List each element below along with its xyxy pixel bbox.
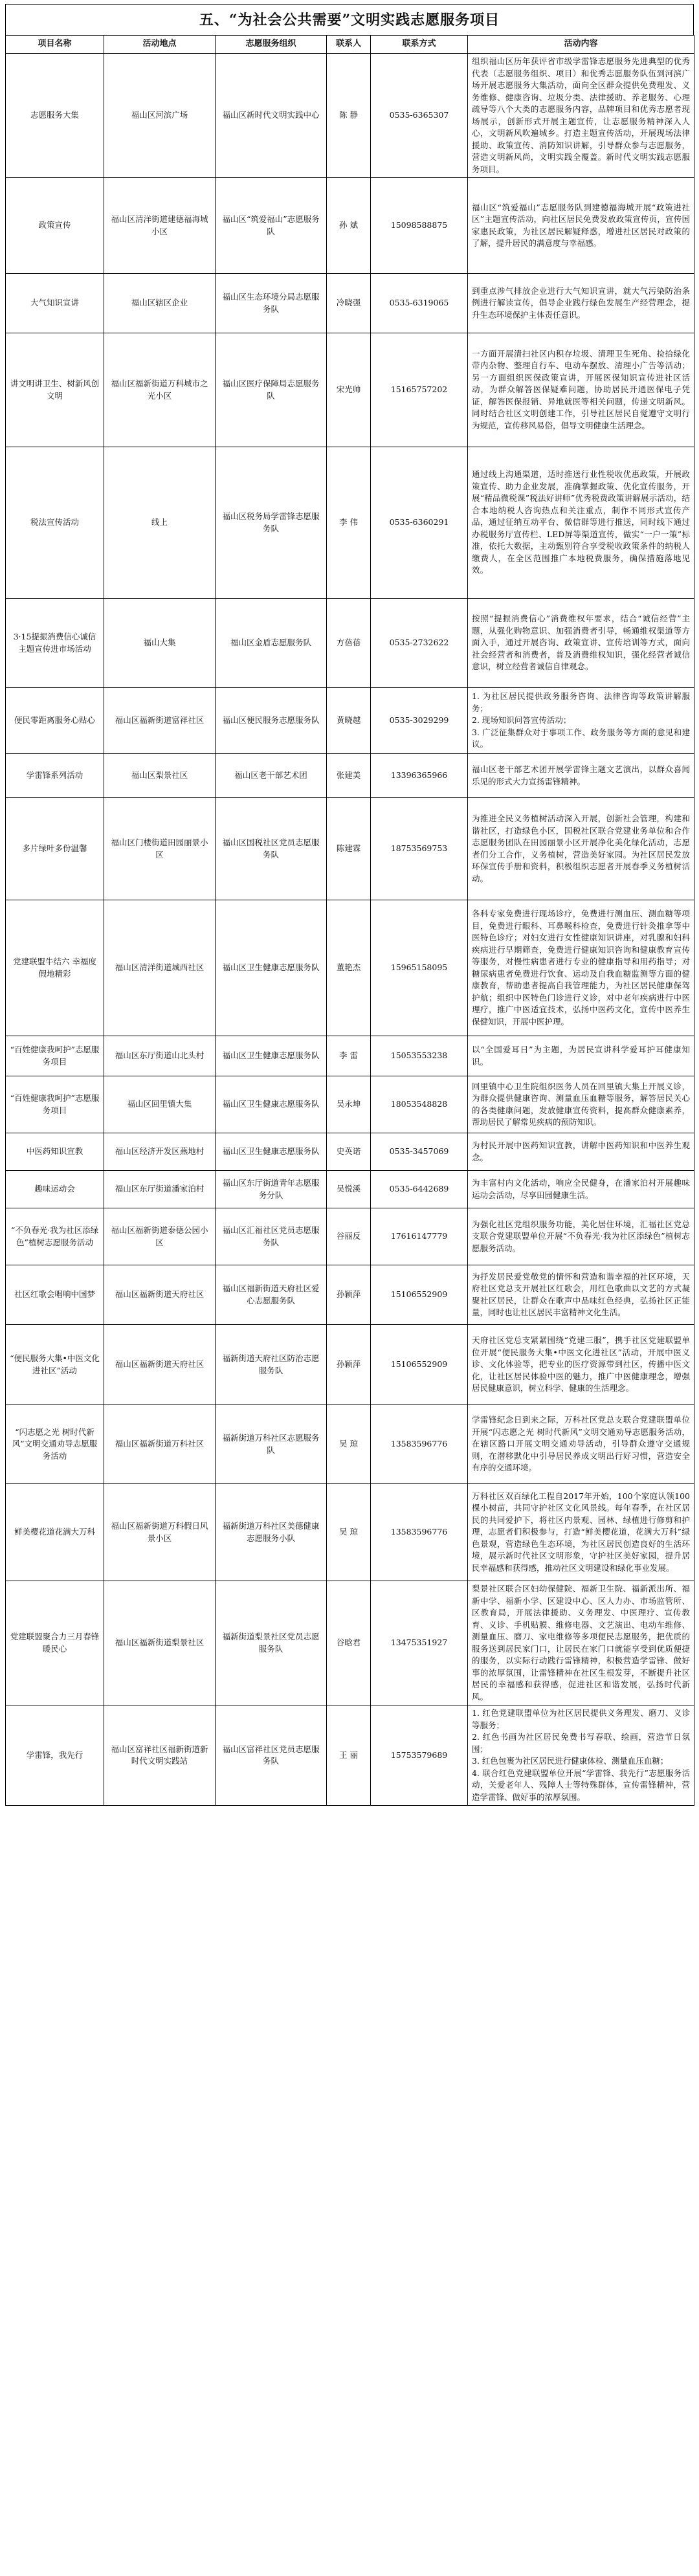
phone-cell: 15053553238: [371, 1036, 468, 1076]
contact-cell: 张建美: [327, 754, 371, 798]
phone-cell: 15753579689: [371, 1705, 468, 1806]
content-cell: 一方面开展清扫社区内积存垃圾、清理卫生死角、捡拾绿化带内杂物、整理自行车、电动车摆放、清理小广告等活动；另一方面组织医保政策宣讲，开展医保知识宣传进社区活动，为群众解答医保疑难问题，协助居民开通医保电子凭证，解答医保报销、异地就医等相关问题，传递文明新风。同时结合社区文明创建工作，引导社区居民自觉遵守文明行为规范，宣传移风易俗，倡导文明健康生活理念。: [468, 333, 694, 447]
contact-cell: 吴 琼: [327, 1405, 371, 1484]
place-cell: 福山区福新街道天府社区: [104, 1265, 216, 1325]
org-cell: 福山区税务局学雷锋志愿服务队: [216, 447, 327, 599]
header-content: 活动内容: [468, 36, 694, 54]
phone-cell: 13583596776: [371, 1484, 468, 1581]
project-name-cell: 多片绿叶多份温馨: [6, 798, 104, 900]
place-cell: 福山区富祥社区福新街道新时代文明实践站: [104, 1705, 216, 1806]
org-cell: 福山区卫生健康志愿服务队: [216, 1133, 327, 1171]
project-name-cell: “百姓健康我呵护”志愿服务项目: [6, 1076, 104, 1133]
header-project-name: 项目名称: [6, 36, 104, 54]
org-cell: 福山区东厅街道青年志愿服务分队: [216, 1171, 327, 1208]
content-cell: 1. 红色党建联盟单位为社区居民提供义务理发、磨刀、义诊等服务； 2. 红色书画为社区居民免费书写春联、绘画，营造节日氛围； 3. 红色包裹为社区居民进行健康体检、测量血压血糖； 4. 联合红色党建联盟单位开展“学雷锋、我先行”志愿服务活动，关爱老年人、残障人士等特殊群体，宣传雷锋精神，营造学雷锋、做好事的浓厚氛围。: [468, 1705, 694, 1806]
header-org: 志愿服务组织: [216, 36, 327, 54]
place-cell: 福山区福新街道富祥社区: [104, 688, 216, 754]
phone-cell: 15106552909: [371, 1325, 468, 1405]
contact-cell: 孙颖萍: [327, 1265, 371, 1325]
phone-cell: 0535-6442689: [371, 1171, 468, 1208]
content-cell: 按照“提振消费信心”消费维权年要求，结合“诚信经营”主题，从强化购物意识、加强消费者引导，畅通维权渠道等方面入手，通过开展咨询、政策宣讲、宣传培训等方式，面向社会经营者和消费者，普及消费维权知识，强化经营者诚信意识，树立经营者诚信自律观念。: [468, 599, 694, 688]
place-cell: 福山区梨景社区: [104, 754, 216, 798]
project-name-cell: 学雷锋，我先行: [6, 1705, 104, 1806]
project-name-cell: 志愿服务大集: [6, 54, 104, 178]
header-place: 活动地点: [104, 36, 216, 54]
table-row: [6, 333, 694, 447]
org-cell: 福新街道天府社区防治志愿服务队: [216, 1325, 327, 1405]
table-row: [6, 798, 694, 900]
content-cell: 为推进全民义务植树活动深入开展，创新社会管理，构建和谐社区，打造绿色小区，国税社区联合党建业务单位和合作志愿服务团队在田园丽景小区开展净化美化绿化活动，志愿者们分工合作，义务植树，营造美好家园。为社区居民发放环保宣传手册和资料，积极组织志愿者开展春季义务植树活动。: [468, 798, 694, 900]
project-name-cell: “便民服务大集•中医文化进社区”活动: [6, 1325, 104, 1405]
org-cell: 福山区医疗保障局志愿服务队: [216, 333, 327, 447]
contact-cell: 吴悦溪: [327, 1171, 371, 1208]
phone-cell: 13583596776: [371, 1405, 468, 1484]
project-name-cell: 学雷锋系列活动: [6, 754, 104, 798]
table-row: [6, 1484, 694, 1581]
org-cell: 福山区国税社区党员志愿服务队: [216, 798, 327, 900]
contact-cell: 陈 静: [327, 54, 371, 178]
content-cell: 福山区老干部艺术团开展学雷锋主题文艺演出，以群众喜闻乐见的形式大力宣扬雷锋精神。: [468, 754, 694, 798]
phone-cell: 13396365966: [371, 754, 468, 798]
project-name-cell: 政策宣传: [6, 178, 104, 274]
place-cell: 福山区清洋街道城西社区: [104, 900, 216, 1036]
project-name-cell: 大气知识宣讲: [6, 274, 104, 333]
phone-cell: 0535-3457069: [371, 1133, 468, 1171]
place-cell: 福山区经济开发区燕地村: [104, 1133, 216, 1171]
contact-cell: 谷丽反: [327, 1208, 371, 1265]
contact-cell: 李 伟: [327, 447, 371, 599]
org-cell: 福山区福新街道天府社区爱心志愿服务队: [216, 1265, 327, 1325]
content-cell: 为强化社区党组织服务功能，美化居住环境，汇福社区党总支联合党建联盟单位开展“不负春光·我为社区添绿色”植树志愿服务活动。: [468, 1208, 694, 1265]
table-header-row: [6, 36, 694, 54]
phone-cell: 13475351927: [371, 1581, 468, 1705]
contact-cell: 孙颖萍: [327, 1325, 371, 1405]
org-cell: 福新街道梨景社区党员志愿服务队: [216, 1581, 327, 1705]
phone-cell: 15098588875: [371, 178, 468, 274]
contact-cell: 陈建霖: [327, 798, 371, 900]
project-table: [5, 35, 694, 1806]
place-cell: 福山区福新街道万科城市之光小区: [104, 333, 216, 447]
table-row: [6, 447, 694, 599]
phone-cell: 0535-3029299: [371, 688, 468, 754]
project-name-cell: 党建联盟聚合力三月春锋暖民心: [6, 1581, 104, 1705]
contact-cell: 孙 斌: [327, 178, 371, 274]
project-name-cell: 党建联盟牛结六 幸福度假地精彩: [6, 900, 104, 1036]
place-cell: 福山区门楼街道田园丽景小区: [104, 798, 216, 900]
table-row: [6, 54, 694, 178]
place-cell: 福山区福新街道万科社区: [104, 1405, 216, 1484]
content-cell: 各科专家免费进行现场诊疗，免费进行测血压、测血糖等项目，免费进行眼科、耳鼻喉科检查，免费进行针灸推拿等中医特色诊疗；对妇女进行女性健康知识讲座，对乳腺和妇科疾病进行早期筛查，免费进行健康知识咨询和健康教育宣传等服务，对慢性病患者进行专业的健康指导和用药指导；对糖尿病患者免费进行饮食、运动及自我血糖监测等方面的健康教育，帮助患者提高自我管理能力，为社区居民健康保驾护航；组织中医特色门诊进行义诊，对中老年疾病进行中医理疗，推广中医适宜技术，弘扬中医药文化，宣传中医养生保健知识，开展中医护理。: [468, 900, 694, 1036]
org-cell: 福山区“筑爱福山”志愿服务队: [216, 178, 327, 274]
org-cell: 福山区卫生健康志愿服务队: [216, 1076, 327, 1133]
phone-cell: 15106552909: [371, 1265, 468, 1325]
contact-cell: 黄晓越: [327, 688, 371, 754]
phone-cell: 0535-6365307: [371, 54, 468, 178]
contact-cell: 方蓓蓓: [327, 599, 371, 688]
place-cell: 福山区福新街道梨景社区: [104, 1581, 216, 1705]
org-cell: 福新街道万科社区美德健康志愿服务小队: [216, 1484, 327, 1581]
phone-cell: 17616147779: [371, 1208, 468, 1265]
table-row: [6, 1265, 694, 1325]
table-row: [6, 1208, 694, 1265]
phone-cell: 0535-6360291: [371, 447, 468, 599]
content-cell: 通过线上沟通渠道，适时推送行业性税收优惠政策，开展政策宣传、助力企业发展，准确掌握政策、优化宣传服务，开展“精品微税课”税法好讲师”优秀税费政策讲解展示活动，结合本地纳税人咨询热点和关注重点，制作不同形式宣传产品，通过征纳互动平台、微信群等进行推送，同时线下通过办税服务厅宣传栏、LED屏等渠道宣传，做实“一户一策”标准，依托大数据，主动甄别符合享受税收政策条件的纳税人缴费人，在全区范围推广本地税费服务，确保措施落地见效。: [468, 447, 694, 599]
org-cell: 福山区汇福社区党员志愿服务队: [216, 1208, 327, 1265]
phone-cell: 18053548828: [371, 1076, 468, 1133]
table-row: [6, 1036, 694, 1076]
table-row: [6, 688, 694, 754]
contact-cell: 吴 琼: [327, 1484, 371, 1581]
org-cell: 福山区生态环境分局志愿服务队: [216, 274, 327, 333]
project-name-cell: “闪志愿之光 树时代新风”文明交通劝导志愿服务活动: [6, 1405, 104, 1484]
place-cell: 福山区河滨广场: [104, 54, 216, 178]
phone-cell: 18753569753: [371, 798, 468, 900]
content-cell: 回里镇中心卫生院组织医务人员在回里镇大集上开展义诊，为群众提供健康咨询、测量血压血糖等服务，解答居民关心的各类健康问题，发放健康宣传资料，提高群众健康素养，帮助居民了解常见疾病的预防知识。: [468, 1076, 694, 1133]
table-row: [6, 599, 694, 688]
content-cell: 梨景社区联合区妇幼保健院、福新卫生院、福新派出所、福新中学、福新小学、区建设中心、区人力办、市场监管所、区教育局，开展法律援助、义务理发、中医理疗、宣传教育、义诊、手机贴膜、维修电器、文艺演出、电动车维修、测量血压、磨刀、家电维修等多项便民志愿服务，把优质的服务送到居民家门口，让居民在家门口就能享受到优质便捷的服务，以实际行动践行雷锋精神，积极营造学雷锋、做好事的浓厚氛围，让雷锋精神在社区生根发芽，不断提升社区居民的幸福感和获得感，促进社区和谐发展，弘扬时代新风。: [468, 1581, 694, 1705]
content-cell: 为丰富村内文化活动，响应全民健身，在潘家泊村开展趣味运动会活动，尽享田园健康生活。: [468, 1171, 694, 1208]
content-cell: 组织福山区历年获评省市级学雷锋志愿服务先进典型的优秀代表（志愿服务组织、项目）和优秀志愿服务队伍到河滨广场开展志愿服务大集活动，面向全区群众提供免费理发、义务维修、健康咨询、垃圾分类、法律援助、养老服务、心理疏导等八个大类的志愿服务内容，品牌项目和优秀志愿者现场展示，创新形式开展主题宣传，让志愿服务精神深入人心，文明新风吹遍城乡。打造主题宣传活动，开展现场法律援助、政策宣传、消防知识讲解，引导群众参与志愿服务，营造文明新风尚，文明实践全覆盖。新时代文明实践志愿服务项目。: [468, 54, 694, 178]
table-row: [6, 178, 694, 274]
place-cell: 福山区福新街道万科假日风景小区: [104, 1484, 216, 1581]
content-cell: 福山区“筑爱福山”志愿服务队到建德福海城开展“政策进社区”主题宣传活动，向社区居民免费发放政策宣传页，宣传国家惠民政策，为社区居民解疑释惑，增进社区居民对政策的了解，提升居民的满意度与幸福感。: [468, 178, 694, 274]
project-name-cell: “百姓健康我呵护”志愿服务项目: [6, 1036, 104, 1076]
content-cell: 万科社区双百绿化工程自2017年开始，100个家庭认领100棵小树苗，共同守护社区文化风景线。每年春季，在社区居民的共同爱护下，将社区内景观、园林、绿植进行修剪和护理，志愿者们积极参与，打造“鲜美樱花道，花满大万科”绿色景观，营造绿色生态环境，为社区居民创造良好的生活环境，展示新时代社区文明形象，守护社区美好家园，提升居民幸福感和获得感，推动社区文明建设和绿化事业发展。: [468, 1484, 694, 1581]
place-cell: 福山区福新街道天府社区: [104, 1325, 216, 1405]
org-cell: 福山区金盾志愿服务队: [216, 599, 327, 688]
project-name-cell: 税法宣传活动: [6, 447, 104, 599]
project-name-cell: 趣味运动会: [6, 1171, 104, 1208]
content-cell: 为村民开展中医药知识宣教，讲解中医药知识和中医养生观念。: [468, 1133, 694, 1171]
table-row: [6, 1133, 694, 1171]
content-cell: 以“全国爱耳日”为主题，为居民宣讲科学爱耳护耳健康知识。: [468, 1036, 694, 1076]
place-cell: 福山区东厅街道潘家泊村: [104, 1171, 216, 1208]
phone-cell: 0535-6319065: [371, 274, 468, 333]
table-row: [6, 1405, 694, 1484]
org-cell: 福山区老干部艺术团: [216, 754, 327, 798]
page-title: 五、“为社会公共需要”文明实践志愿服务项目: [5, 4, 694, 35]
org-cell: 福山区卫生健康志愿服务队: [216, 1036, 327, 1076]
table-row: [6, 1581, 694, 1705]
place-cell: 线上: [104, 447, 216, 599]
project-name-cell: 社区红歌会唱响中国梦: [6, 1265, 104, 1325]
project-name-cell: 鲜美樱花道花满大万科: [6, 1484, 104, 1581]
contact-cell: 李 雷: [327, 1036, 371, 1076]
place-cell: 福山区福新街道泰德公园小区: [104, 1208, 216, 1265]
content-cell: 天府社区党总支紧紧围绕“党建三服”，携手社区党建联盟单位开展“便民服务大集•中医文化进社区”活动，开展中医义诊、文化体验等，把专业的医疗资源带到社区，传播中医文化，让社区居民体验中医的魅力，推广中医健康理念，增强居民健康意识，树立科学、健康的生活理念。: [468, 1325, 694, 1405]
contact-cell: 王 丽: [327, 1705, 371, 1806]
place-cell: 福山区东厅街道山北头村: [104, 1036, 216, 1076]
project-name-cell: “不负春光·我为社区添绿色”植树志愿服务活动: [6, 1208, 104, 1265]
phone-cell: 0535-2732622: [371, 599, 468, 688]
phone-cell: 15165757202: [371, 333, 468, 447]
org-cell: 福新街道万科社区志愿服务队: [216, 1405, 327, 1484]
content-cell: 学雷锋纪念日到来之际，万科社区党总支联合党建联盟单位开展“闪志愿之光 树时代新风”文明交通劝导志愿服务活动，在辖区路口开展文明交通劝导活动，引导群众遵守交通规则，在潜移默化中引导居民养成文明出行好习惯，营造安全有序的交通环境。: [468, 1405, 694, 1484]
org-cell: 福山区便民服务志愿服务队: [216, 688, 327, 754]
contact-cell: 董艳杰: [327, 900, 371, 1036]
contact-cell: 吴永坤: [327, 1076, 371, 1133]
org-cell: 福山区新时代文明实践中心: [216, 54, 327, 178]
place-cell: 福山区回里镇大集: [104, 1076, 216, 1133]
org-cell: 福山区卫生健康志愿服务队: [216, 900, 327, 1036]
table-row: [6, 274, 694, 333]
project-name-cell: 便民零距离服务心贴心: [6, 688, 104, 754]
content-cell: 为抒发居民爱党敬党的情怀和营造和谐幸福的社区环境，天府社区党总支开展社区红歌会，用红色歌曲以文艺的方式凝聚社区居民，让群众在歌声中品味红色经典，弘扬社区正能量，同时也让社区居民丰富精神文化生活。: [468, 1265, 694, 1325]
table-row: [6, 754, 694, 798]
content-cell: 1. 为社区居民提供政务服务咨询、法律咨询等政策讲解服务； 2. 现场知识问答宣传活动； 3. 广泛征集群众对于事项工作、政务服务等方面的意见和建议。: [468, 688, 694, 754]
table-row: [6, 1325, 694, 1405]
project-name-cell: 讲文明讲卫生、树新风创文明: [6, 333, 104, 447]
table-row: [6, 1076, 694, 1133]
place-cell: 福山区辖区企业: [104, 274, 216, 333]
table-row: [6, 1705, 694, 1806]
contact-cell: 宋光帅: [327, 333, 371, 447]
table-row: [6, 900, 694, 1036]
org-cell: 福山区富祥社区党员志愿服务队: [216, 1705, 327, 1806]
table-row: [6, 1171, 694, 1208]
contact-cell: 冷晓强: [327, 274, 371, 333]
header-contact: 联系人: [327, 36, 371, 54]
project-name-cell: 3·15提振消费信心诚信主题宣传进市场活动: [6, 599, 104, 688]
content-cell: 到重点涉气排放企业进行大气知识宣讲，就大气污染防治条例进行解读宣传，倡导企业践行绿色发展生产经营理念，提升生态环境保护主体责任意识。: [468, 274, 694, 333]
contact-cell: 史英诺: [327, 1133, 371, 1171]
phone-cell: 15965158095: [371, 900, 468, 1036]
header-phone: 联系方式: [371, 36, 468, 54]
contact-cell: 谷晗君: [327, 1581, 371, 1705]
place-cell: 福山区清洋街道建德福海城小区: [104, 178, 216, 274]
project-name-cell: 中医药知识宣教: [6, 1133, 104, 1171]
place-cell: 福山大集: [104, 599, 216, 688]
